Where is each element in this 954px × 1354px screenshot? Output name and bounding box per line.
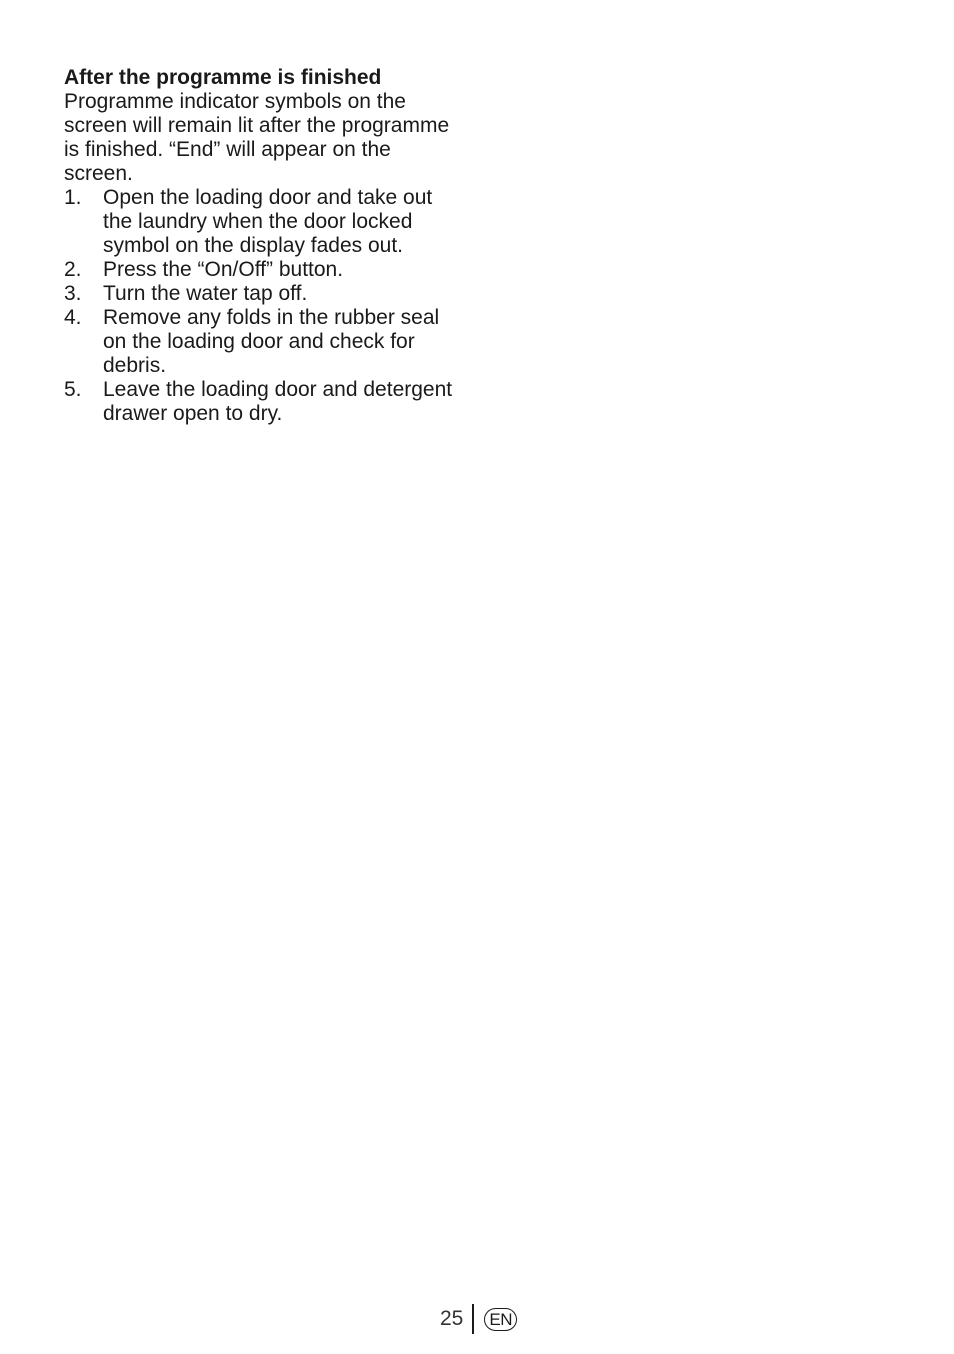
step-number: 1. (64, 186, 82, 209)
step-number: 3. (64, 282, 82, 305)
page-number: 25 (440, 1307, 464, 1330)
list-item (64, 186, 484, 258)
page-footer (440, 1304, 517, 1334)
list-item (64, 258, 484, 282)
list-item (64, 306, 484, 378)
steps-list (64, 186, 484, 426)
main-content (64, 66, 484, 426)
footer-divider (472, 1304, 474, 1334)
step-text: Leave the loading door and detergent drawer open to dry. (103, 378, 453, 425)
step-text: Turn the water tap off. (103, 282, 308, 305)
section-heading: After the programme is finished (64, 66, 382, 89)
step-text: Remove any folds in the rubber seal on the loading door and check for debris. (103, 306, 440, 377)
list-item (64, 378, 484, 426)
step-text: Press the “On/Off” button. (103, 258, 344, 281)
language-badge: EN (484, 1308, 517, 1331)
step-number: 2. (64, 258, 82, 281)
step-text: Open the loading door and take out the laundry when the door locked symbol on the display fades out. (103, 186, 433, 257)
intro-paragraph: Programme indicator symbols on the screen will remain lit after the programme is finished. “End” will appear on the screen. (64, 90, 450, 185)
list-item (64, 282, 484, 306)
step-number: 4. (64, 306, 82, 329)
step-number: 5. (64, 378, 82, 401)
